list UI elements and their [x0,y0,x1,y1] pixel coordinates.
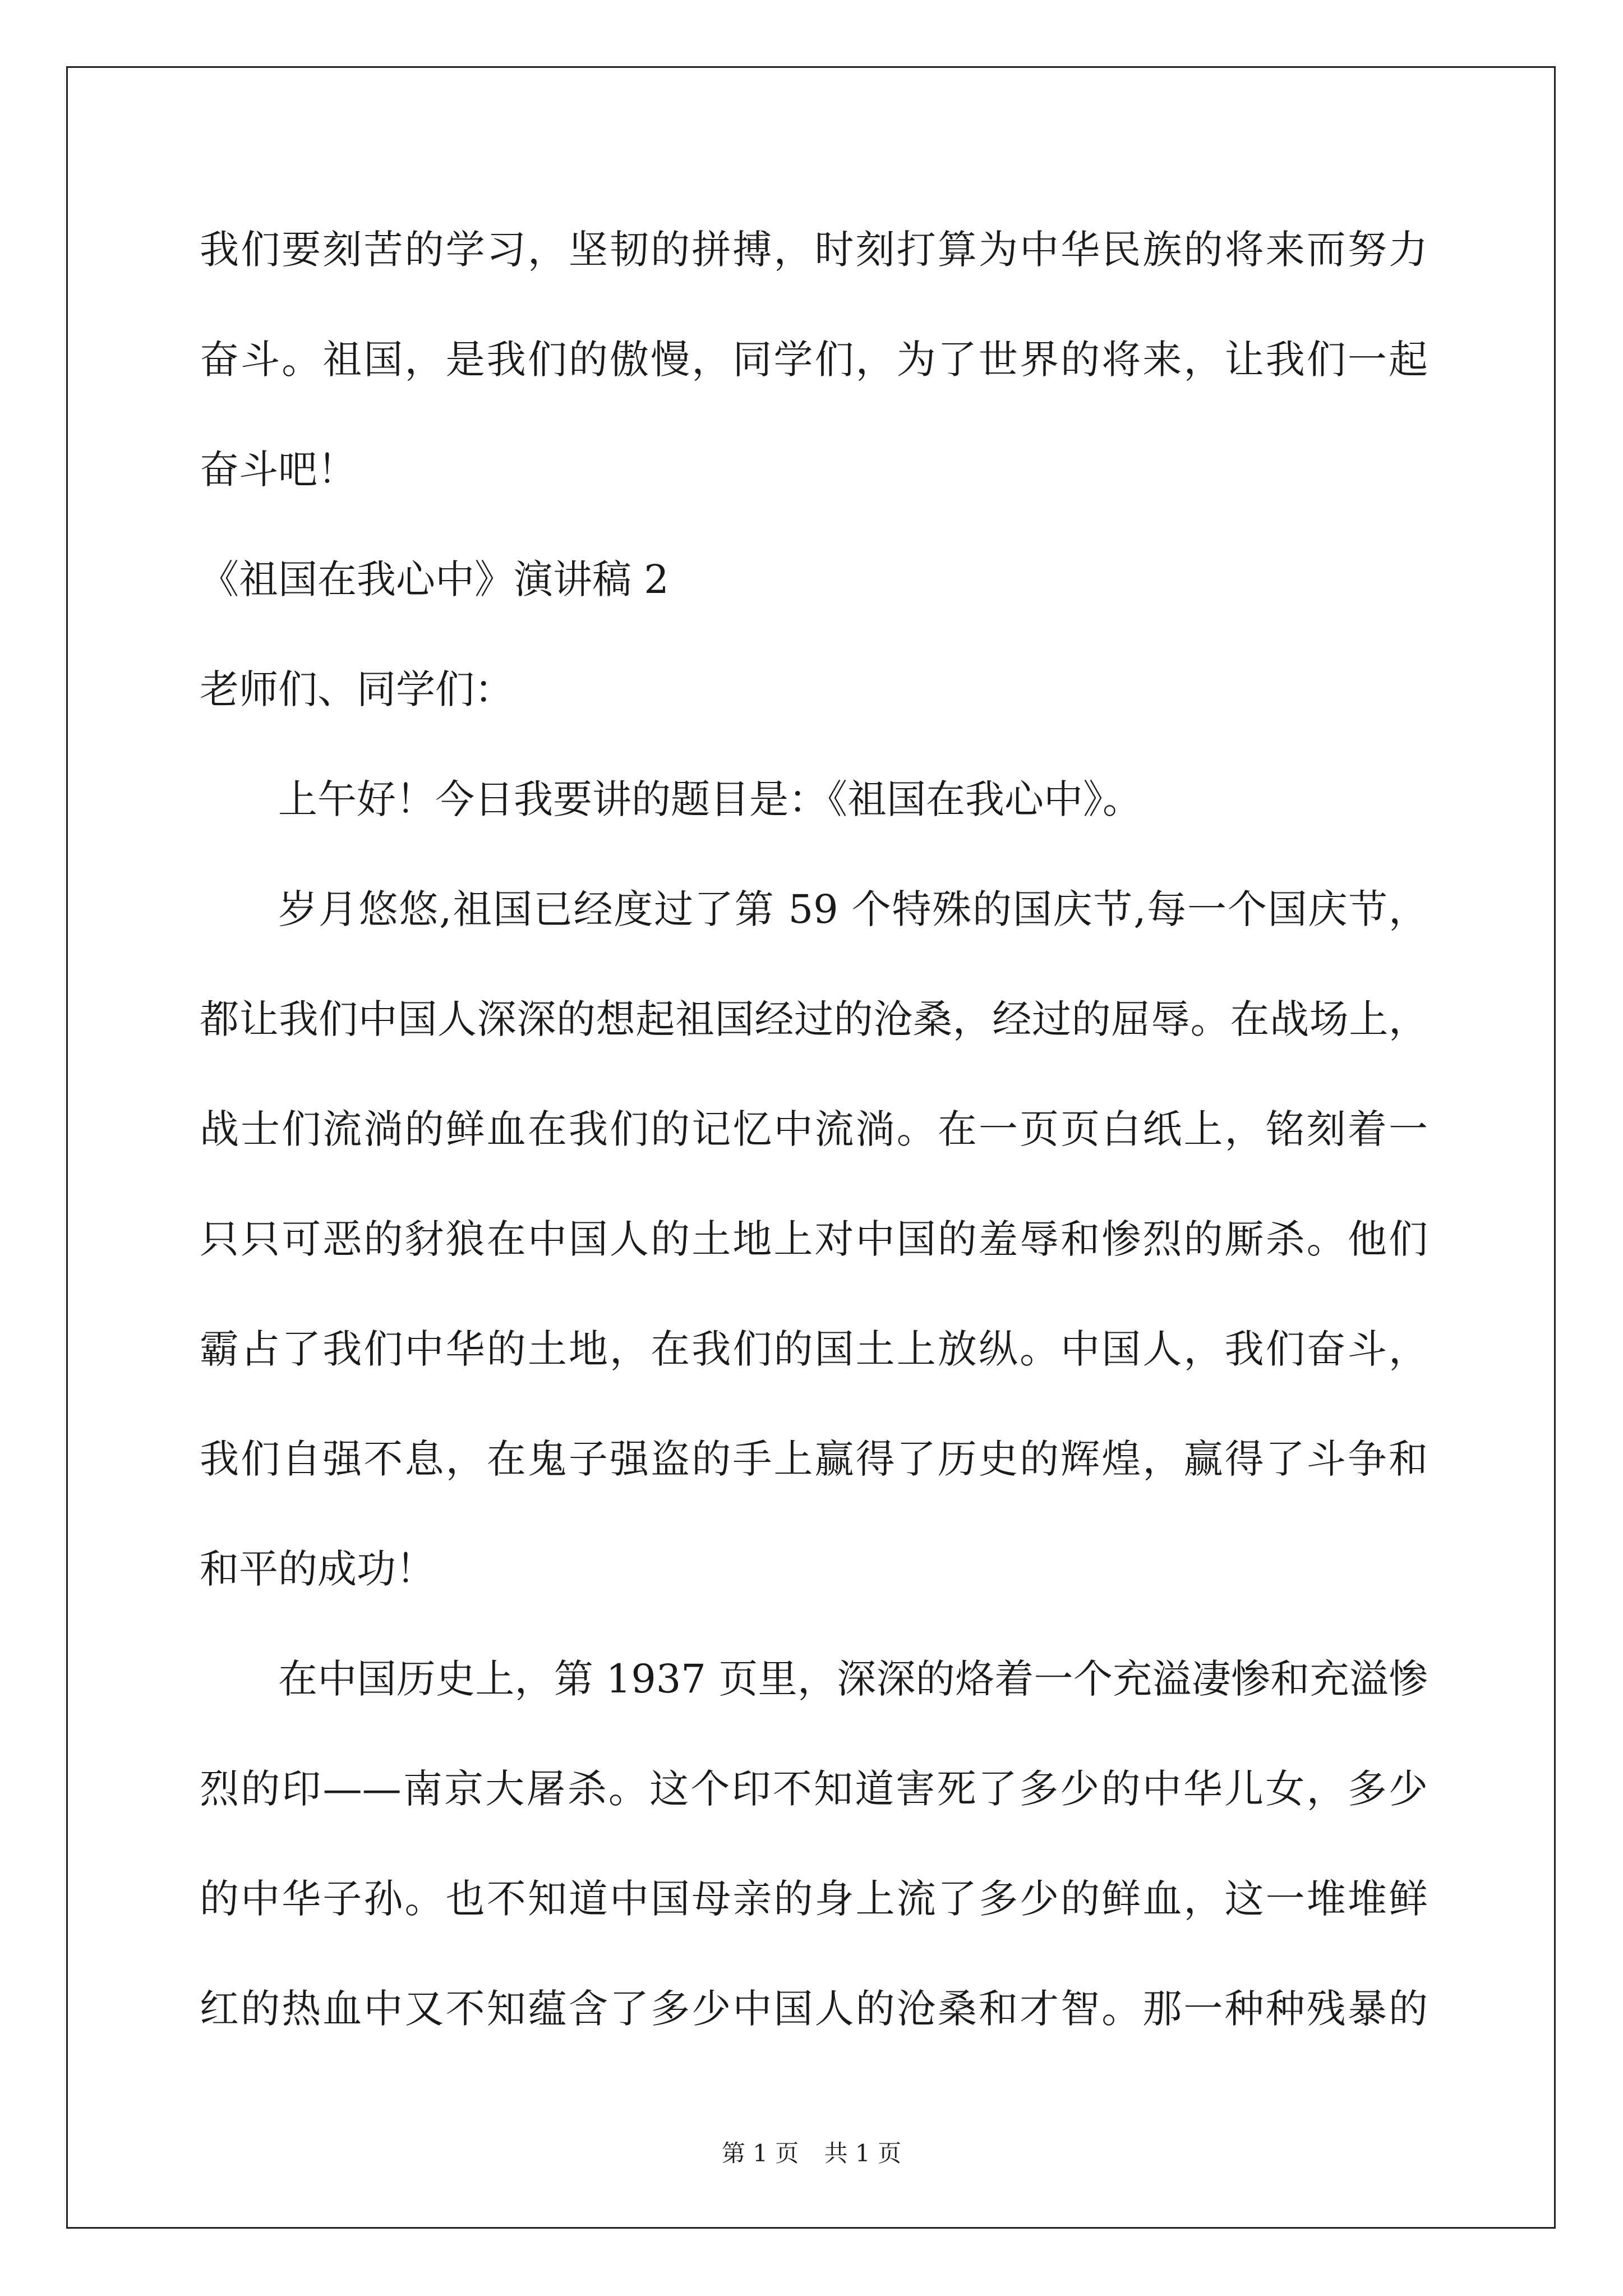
text-line: 奋斗吧！ [200,447,357,493]
text-line: 奋斗。祖国，是我们的傲慢，同学们，为了世界的将来，让我们一起 [200,337,1428,383]
text-line: 只只可恶的豺狼在中国人的土地上对中国的羞辱和惨烈的厮杀。他们 [200,1216,1428,1262]
text-line: 的中华子孙。也不知道中国母亲的身上流了多少的鲜血，这一堆堆鲜 [200,1876,1428,1922]
page-number: 第 1 页 [721,2139,799,2167]
text-line: 战士们流淌的鲜血在我们的记忆中流淌。在一页页白纸上，铭刻着一 [200,1106,1428,1152]
page-footer [0,2135,1623,2169]
paragraph-first-line: 上午好！今日我要讲的题目是：《祖国在我心中》。 [278,776,1142,822]
text-line: 烈的印——南京大屠杀。这个印不知道害死了多少的中华儿女，多少 [200,1766,1428,1812]
paragraph-first-line: 在中国历史上，第 1937 页里，深深的烙着一个充溢凄惨和充溢惨 [278,1656,1428,1702]
text-line: 我们要刻苦的学习，坚韧的拼搏，时刻打算为中华民族的将来而努力 [200,227,1428,273]
page-total: 共 1 页 [824,2139,902,2167]
salutation: 老师们、同学们： [200,666,514,712]
text-line: 我们自强不息，在鬼子强盗的手上赢得了历史的辉煌，赢得了斗争和 [200,1436,1428,1482]
text-line: 红的热血中又不知蕴含了多少中国人的沧桑和才智。那一种种残暴的 [200,1986,1428,2032]
text-line: 霸占了我们中华的土地，在我们的国土上放纵。中国人，我们奋斗， [200,1326,1428,1372]
paragraph-first-line: 岁月悠悠,祖国已经度过了第 59 个特殊的国庆节,每一个国庆节， [278,886,1428,932]
text-line: 和平的成功！ [200,1546,435,1592]
text-line: 都让我们中国人深深的想起祖国经过的沧桑，经过的屈辱。在战场上， [200,996,1428,1042]
section-title: 《祖国在我心中》演讲稿 2 [200,556,669,602]
